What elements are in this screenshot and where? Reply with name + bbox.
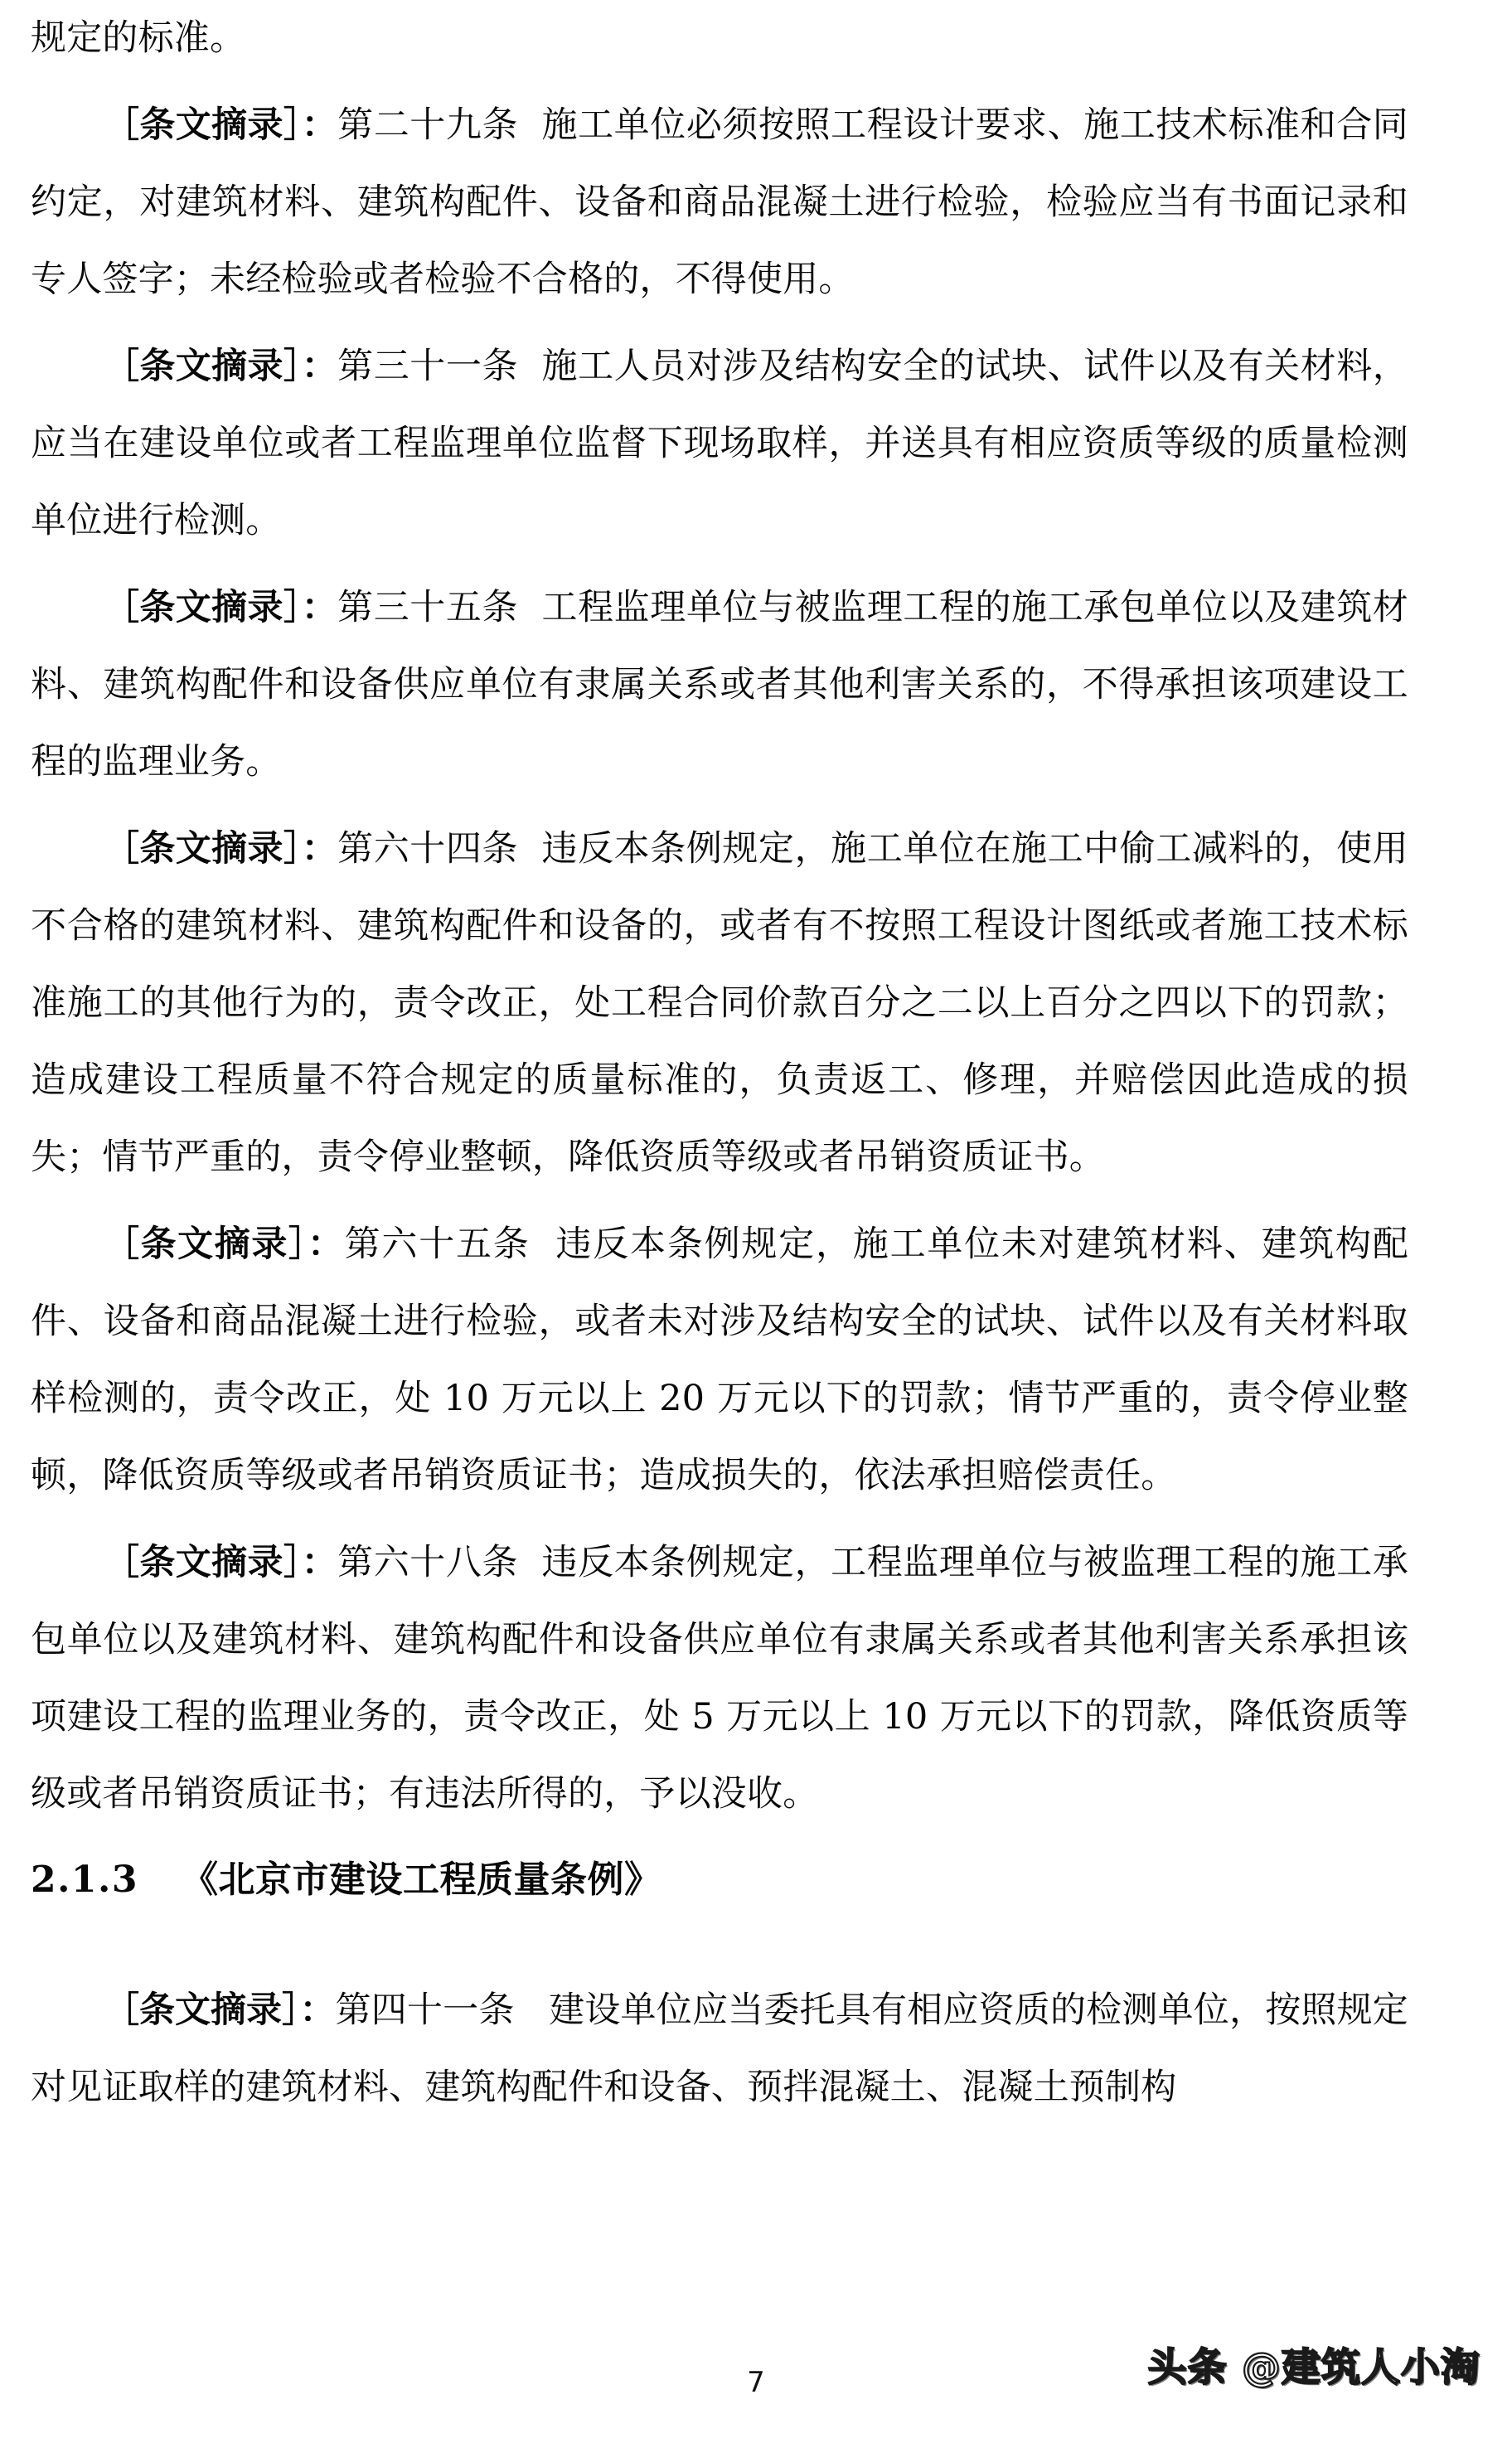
- excerpt-paragraph-41: [31, 1972, 1408, 2126]
- excerpt-body-text: 违反本条例规定，施工单位未对建筑材料、建筑构配件、设备和商品混凝土进行检验，或者未对涉及结构安全的试块、试件以及有关材料取样检测的，责令改正，处 10 万元以上 20 万元以下的罚款；情节严重的，责令停业整顿，降低资质等级或者吊销资质证书；造成损失的，依法承担赔偿责任。: [31, 1224, 1409, 1496]
- excerpt-body-text: 工程监理单位与被监理工程的施工承包单位以及建筑材料、建筑构配件和设备供应单位有隶属关系或者其他利害关系的，不得承担该项建设工程的监理业务。: [31, 587, 1408, 783]
- excerpt-paragraph-64: [31, 811, 1408, 1196]
- excerpt-tag: ［条文摘录］：: [104, 104, 338, 146]
- page-footer: [0, 2330, 1512, 2438]
- excerpt-article-number: 第三十一条: [337, 346, 519, 387]
- excerpt-article-number: 第六十五条: [344, 1224, 531, 1265]
- excerpt-paragraph-68: [31, 1524, 1408, 1833]
- page-content: [31, 0, 1408, 2126]
- excerpt-body-text: 施工单位必须按照工程设计要求、施工技术标准和合同约定，对建筑材料、建筑构配件、设备和商品混凝土进行检验，检验应当有书面记录和专人签字；未经检验或者检验不合格的，不得使用。: [31, 104, 1408, 300]
- excerpt-body-text: 施工人员对涉及结构安全的试块、试件以及有关材料，应当在建设单位或者工程监理单位监督下现场取样，并送具有相应资质等级的质量检测单位进行检测。: [31, 346, 1408, 541]
- excerpt-article-number: 第六十八条: [337, 1542, 519, 1583]
- section-heading-2-1-3: [31, 1844, 1408, 1916]
- page-number: 7: [747, 2366, 765, 2399]
- excerpt-tag: ［条文摘录］：: [104, 828, 338, 870]
- excerpt-body-text: 违反本条例规定，施工单位在施工中偷工减料的，使用不合格的建筑材料、建筑构配件和设备的，或者有不按照工程设计图纸或者施工技术标准施工的其他行为的，责令改正，处工程合同价款百分之二以上百分之四以下的罚款；造成建设工程质量不符合规定的质量标准的，负责返工、修理，并赔偿因此造成的损失；情节严重的，责令停业整顿，降低资质等级或者吊销资质证书。: [31, 828, 1408, 1178]
- excerpt-body-text: 违反本条例规定，工程监理单位与被监理工程的施工承包单位以及建筑材料、建筑构配件和设备供应单位有隶属关系或者其他利害关系承担该项建设工程的监理业务的，责令改正，处 5 万元以上 10 万元以下的罚款，降低资质等级或者吊销资质证书；有违法所得的，予以没收。: [31, 1542, 1408, 1815]
- excerpt-article-number: 第三十五条: [337, 587, 519, 628]
- section-number: 2.1.3: [31, 1859, 138, 1901]
- excerpt-tag: ［条文摘录］：: [104, 1224, 345, 1265]
- excerpt-paragraph-29: [31, 87, 1408, 318]
- section-title: 《北京市建设工程质量条例》: [181, 1859, 662, 1901]
- excerpt-tag: ［条文摘录］：: [104, 587, 338, 628]
- excerpt-tag: ［条文摘录］：: [104, 1542, 338, 1583]
- paragraph-carryover: 规定的标准。: [31, 17, 246, 59]
- excerpt-article-number: 第二十九条: [337, 104, 519, 146]
- watermark-text: 头条 @建筑人小淘: [1147, 2345, 1480, 2391]
- excerpt-article-number: 第四十一条: [335, 1990, 515, 2031]
- excerpt-paragraph-65: [31, 1206, 1408, 1515]
- excerpt-article-number: 第六十四条: [337, 828, 519, 870]
- excerpt-tag: ［条文摘录］：: [104, 346, 338, 387]
- excerpt-paragraph-31: [31, 328, 1408, 560]
- excerpt-paragraph-35: [31, 570, 1408, 801]
- excerpt-tag: ［条文摘录］：: [104, 1990, 336, 2031]
- excerpt-body-text: 建设单位应当委托具有相应资质的检测单位，按照规定对见证取样的建筑材料、建筑构配件和设备、预拌混凝土、混凝土预制构: [31, 1990, 1409, 2108]
